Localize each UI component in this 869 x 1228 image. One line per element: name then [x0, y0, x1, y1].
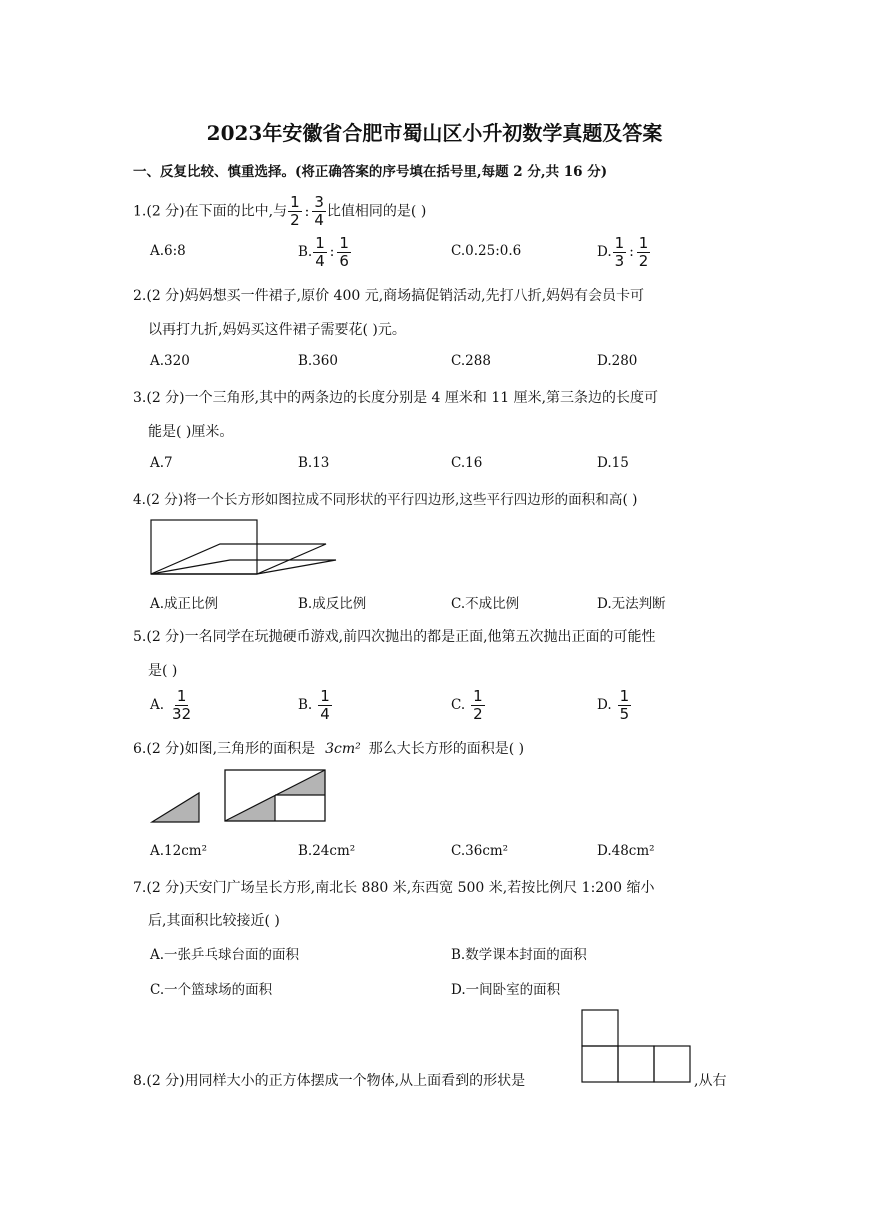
q3-option-a[interactable]: A.7 — [150, 455, 173, 471]
question-7-line-1: 7.(2 分)天安门广场呈长方形,南北长 880 米,东西宽 500 米,若按比例尺 1:200 缩小 — [133, 880, 655, 896]
q1-ratio-sep: : — [304, 203, 310, 220]
q6-option-a[interactable]: A.12cm² — [150, 843, 207, 859]
q6-option-d[interactable]: D.48cm² — [597, 843, 655, 859]
question-4-line-1: 4.(2 分)将一个长方形如图拉成不同形状的平行四边形,这些平行四边形的面积和高( ) — [133, 492, 638, 508]
q5-option-b[interactable]: B. $\frac{1}{4}$ — [298, 687, 330, 723]
q4-option-c[interactable]: C.不成比例 — [451, 596, 520, 612]
q6-area-value: 3cm² — [325, 741, 361, 757]
q3-option-c[interactable]: C.16 — [451, 455, 483, 471]
q1-option-c[interactable]: C.0.25:0.6 — [451, 243, 522, 259]
q7-option-c[interactable]: C.一个篮球场的面积 — [150, 982, 273, 998]
q4-option-a[interactable]: A.成正比例 — [150, 596, 219, 612]
page-title: 2023年安徽省合肥市蜀山区小升初数学真题及答案 — [206, 121, 663, 145]
q1-option-b[interactable]: B. $\frac{1}{4}$ : $\frac{1}{6}$ — [298, 234, 349, 270]
q7-option-a[interactable]: A.一张乒乓球台面的面积 — [150, 947, 300, 963]
q2-option-c[interactable]: C.288 — [451, 353, 491, 369]
question-8-line-1a: 8.(2 分)用同样大小的正方体摆成一个物体,从上面看到的形状是 — [133, 1073, 526, 1089]
q8-square-bottom-1 — [582, 1046, 618, 1082]
q1-fraction-b: $\frac{3}{4}$ — [314, 193, 324, 229]
question-8-line-1b: ,从右 — [694, 1073, 727, 1089]
q5-option-c[interactable]: C. $\frac{1}{2}$ — [451, 687, 483, 723]
q4-rectangle — [151, 520, 257, 574]
q8-square-top — [582, 1010, 618, 1046]
q3-option-d[interactable]: D.15 — [597, 455, 629, 471]
q1-prefix: 1.(2 分)在下面的比中,与 — [133, 203, 288, 220]
question-1 — [133, 194, 426, 229]
q5-option-d[interactable]: D. $\frac{1}{5}$ — [597, 687, 630, 723]
q6-rectangle-figure — [224, 769, 328, 823]
q2-option-b[interactable]: B.360 — [298, 353, 338, 369]
q6-option-b[interactable]: B.24cm² — [298, 843, 356, 859]
question-6-line-1: 6.(2 分)如图,三角形的面积是 3cm² 那么大长方形的面积是( ) — [133, 741, 525, 757]
q1-fraction-a: $\frac{1}{2}$ — [290, 193, 300, 229]
q1-suffix: 比值相同的是( ) — [326, 203, 427, 220]
q8-top-view-figure — [581, 1009, 693, 1084]
q4-option-b[interactable]: B.成反比例 — [298, 596, 367, 612]
q8-square-bottom-3 — [654, 1046, 690, 1082]
q5-option-a[interactable]: A. $\frac{1}{32}$ — [150, 687, 192, 723]
q7-option-b[interactable]: B.数学课本封面的面积 — [451, 947, 587, 963]
q4-rectangle-parallelogram-figure — [150, 518, 340, 578]
q1-option-d[interactable]: D. $\frac{1}{3}$ : $\frac{1}{2}$ — [597, 234, 649, 270]
question-3-line-2: 能是( )厘米。 — [148, 424, 234, 440]
question-5-line-2: 是( ) — [148, 663, 178, 679]
question-3-line-1: 3.(2 分)一个三角形,其中的两条边的长度分别是 4 厘米和 11 厘米,第三条边的长度可 — [133, 390, 659, 406]
question-2-line-1: 2.(2 分)妈妈想买一件裙子,原价 400 元,商场搞促销活动,先打八折,妈妈有会员卡可 — [133, 288, 645, 304]
question-2-line-2: 以再打九折,妈妈买这件裙子需要花( )元。 — [148, 322, 406, 338]
q2-option-a[interactable]: A.320 — [150, 353, 190, 369]
question-7-line-2: 后,其面积比较接近( ) — [148, 913, 280, 929]
q1-option-a[interactable]: A.6:8 — [150, 243, 186, 259]
question-5-line-1: 5.(2 分)一名同学在玩抛硬币游戏,前四次抛出的都是正面,他第五次抛出正面的可能性 — [133, 629, 656, 645]
q2-option-d[interactable]: D.280 — [597, 353, 638, 369]
q8-square-bottom-2 — [618, 1046, 654, 1082]
q6-option-c[interactable]: C.36cm² — [451, 843, 509, 859]
q3-option-b[interactable]: B.13 — [298, 455, 330, 471]
q6-triangle-figure — [151, 792, 201, 824]
q4-option-d[interactable]: D.无法判断 — [597, 596, 666, 612]
section-heading: 一、反复比较、慎重选择。(将正确答案的序号填在括号里,每题 2 分,共 16 分) — [133, 164, 608, 180]
q7-option-d[interactable]: D.一间卧室的面积 — [451, 982, 561, 998]
q6-small-triangle — [152, 793, 199, 822]
